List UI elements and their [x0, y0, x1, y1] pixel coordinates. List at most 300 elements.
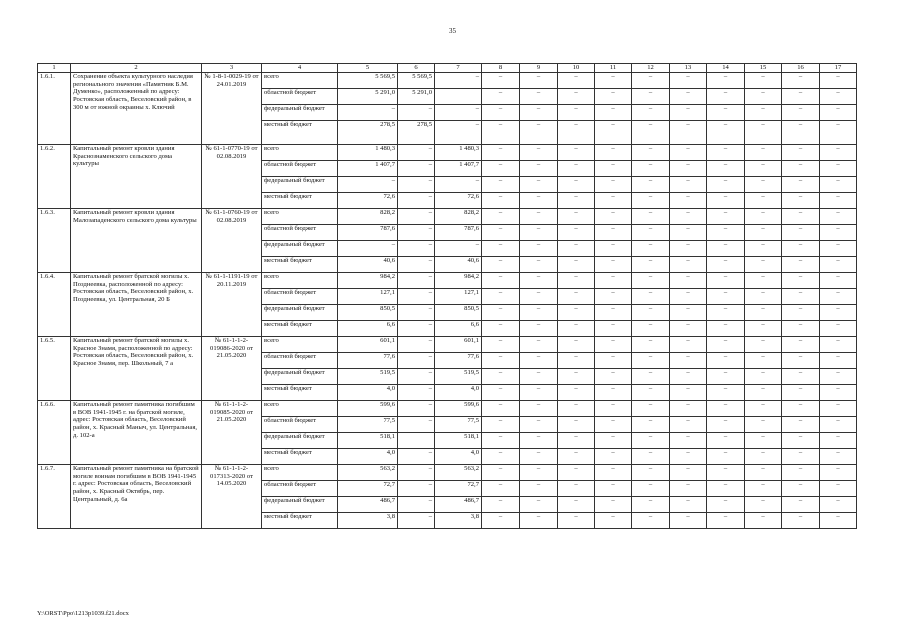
value-col-12: – — [632, 353, 670, 369]
value-col-6: – — [398, 401, 435, 417]
value-col-9: – — [520, 161, 558, 177]
item-name: Капитальный ремонт братской могилы х. Позднеевка, расположенной по адресу: Ростовская область, Веселовский район, х. Позднеевка, ул. Центральная, 20 Б — [71, 273, 202, 337]
value-col-16: – — [782, 145, 820, 161]
value-col-16: – — [782, 89, 820, 105]
value-col-13: – — [670, 433, 707, 449]
value-col-17: – — [820, 273, 857, 289]
value-col-17: – — [820, 513, 857, 529]
value-col-17: – — [820, 89, 857, 105]
value-col-13: – — [670, 337, 707, 353]
value-col-6: – — [398, 513, 435, 529]
column-number-17: 17 — [820, 64, 857, 73]
value-col-6: – — [398, 145, 435, 161]
column-number-8: 8 — [482, 64, 520, 73]
value-col-6: – — [398, 369, 435, 385]
value-col-15: – — [745, 145, 782, 161]
column-number-16: 16 — [782, 64, 820, 73]
value-col-10: – — [558, 465, 595, 481]
value-col-9: – — [520, 225, 558, 241]
value-col-9: – — [520, 417, 558, 433]
value-col-9: – — [520, 321, 558, 337]
value-col-7: 127,1 — [435, 289, 482, 305]
value-col-17: – — [820, 465, 857, 481]
funding-source: областной бюджет — [262, 225, 338, 241]
value-col-13: – — [670, 497, 707, 513]
value-col-16: – — [782, 353, 820, 369]
item-number: 1.6.3. — [38, 209, 71, 273]
value-col-16: – — [782, 481, 820, 497]
value-col-15: – — [745, 177, 782, 193]
value-col-10: – — [558, 121, 595, 145]
value-col-13: – — [670, 369, 707, 385]
value-col-9: – — [520, 497, 558, 513]
value-col-5: 850,5 — [338, 305, 398, 321]
funding-source: федеральный бюджет — [262, 497, 338, 513]
value-col-11: – — [595, 225, 632, 241]
value-col-12: – — [632, 145, 670, 161]
value-col-14: – — [707, 209, 745, 225]
value-col-5: 1 480,3 — [338, 145, 398, 161]
item-number: 1.6.7. — [38, 465, 71, 529]
item-document: № 61-1-0770-19 от 02.08.2019 — [202, 145, 262, 209]
value-col-16: – — [782, 401, 820, 417]
value-col-5: 40,6 — [338, 257, 398, 273]
value-col-12: – — [632, 513, 670, 529]
value-col-16: – — [782, 225, 820, 241]
value-col-12: – — [632, 273, 670, 289]
value-col-15: – — [745, 385, 782, 401]
funding-source: всего — [262, 209, 338, 225]
value-col-14: – — [707, 273, 745, 289]
value-col-8: – — [482, 273, 520, 289]
value-col-6: – — [398, 193, 435, 209]
funding-source: федеральный бюджет — [262, 305, 338, 321]
value-col-16: – — [782, 257, 820, 273]
value-col-15: – — [745, 161, 782, 177]
value-col-10: – — [558, 193, 595, 209]
value-col-7: 40,6 — [435, 257, 482, 273]
value-col-9: – — [520, 433, 558, 449]
value-col-10: – — [558, 73, 595, 89]
value-col-15: – — [745, 257, 782, 273]
value-col-8: – — [482, 417, 520, 433]
value-col-13: – — [670, 161, 707, 177]
value-col-13: – — [670, 89, 707, 105]
value-col-6: – — [398, 417, 435, 433]
value-col-5: 984,2 — [338, 273, 398, 289]
value-col-7: 6,6 — [435, 321, 482, 337]
value-col-9: – — [520, 513, 558, 529]
value-col-17: – — [820, 225, 857, 241]
value-col-15: – — [745, 121, 782, 145]
table-row — [38, 401, 857, 417]
value-col-8: – — [482, 105, 520, 121]
value-col-5: 5 291,0 — [338, 89, 398, 105]
value-col-13: – — [670, 257, 707, 273]
value-col-15: – — [745, 513, 782, 529]
value-col-17: – — [820, 257, 857, 273]
value-col-7: 72,7 — [435, 481, 482, 497]
value-col-9: – — [520, 401, 558, 417]
value-col-6: – — [398, 225, 435, 241]
value-col-8: – — [482, 385, 520, 401]
item-document: № 61-1-1-2-019085-2020 от 21.05.2020 — [202, 401, 262, 465]
value-col-8: – — [482, 121, 520, 145]
value-col-8: – — [482, 401, 520, 417]
value-col-15: – — [745, 465, 782, 481]
value-col-17: – — [820, 177, 857, 193]
value-col-10: – — [558, 241, 595, 257]
value-col-7: 486,7 — [435, 497, 482, 513]
value-col-5: 1 407,7 — [338, 161, 398, 177]
value-col-15: – — [745, 305, 782, 321]
value-col-11: – — [595, 241, 632, 257]
value-col-12: – — [632, 417, 670, 433]
value-col-7: – — [435, 105, 482, 121]
value-col-13: – — [670, 241, 707, 257]
value-col-9: – — [520, 385, 558, 401]
value-col-15: – — [745, 105, 782, 121]
value-col-6: – — [398, 241, 435, 257]
value-col-17: – — [820, 105, 857, 121]
value-col-14: – — [707, 433, 745, 449]
value-col-8: – — [482, 305, 520, 321]
column-number-14: 14 — [707, 64, 745, 73]
value-col-12: – — [632, 481, 670, 497]
column-number-header — [38, 64, 857, 73]
value-col-14: – — [707, 369, 745, 385]
value-col-7: – — [435, 241, 482, 257]
value-col-9: – — [520, 369, 558, 385]
value-col-8: – — [482, 337, 520, 353]
value-col-8: – — [482, 433, 520, 449]
value-col-8: – — [482, 209, 520, 225]
funding-source: всего — [262, 337, 338, 353]
value-col-11: – — [595, 161, 632, 177]
funding-source: федеральный бюджет — [262, 105, 338, 121]
funding-source: всего — [262, 73, 338, 89]
value-col-6: – — [398, 321, 435, 337]
value-col-15: – — [745, 273, 782, 289]
value-col-5: 77,5 — [338, 417, 398, 433]
value-col-8: – — [482, 369, 520, 385]
value-col-6: 5 569,5 — [398, 73, 435, 89]
value-col-17: – — [820, 353, 857, 369]
value-col-7: 77,6 — [435, 353, 482, 369]
value-col-15: – — [745, 89, 782, 105]
value-col-8: – — [482, 161, 520, 177]
value-col-14: – — [707, 161, 745, 177]
value-col-15: – — [745, 321, 782, 337]
funding-source: местный бюджет — [262, 193, 338, 209]
value-col-9: – — [520, 257, 558, 273]
value-col-9: – — [520, 241, 558, 257]
item-name: Капитальный ремонт памятника на братской могиле воинам погибшим в ВОВ 1941-1945 г. адрес: Ростовская область, Веселовский район, х. Красный Октябрь, пер. Центральный, д. 6а — [71, 465, 202, 529]
item-name: Капитальный ремонт кровли здания Краснознаменского сельского дома культуры — [71, 145, 202, 209]
funding-source: областной бюджет — [262, 481, 338, 497]
value-col-9: – — [520, 89, 558, 105]
value-col-15: – — [745, 369, 782, 385]
value-col-11: – — [595, 337, 632, 353]
value-col-16: – — [782, 177, 820, 193]
value-col-8: – — [482, 193, 520, 209]
value-col-10: – — [558, 89, 595, 105]
value-col-5: 77,6 — [338, 353, 398, 369]
table-row — [38, 209, 857, 225]
value-col-8: – — [482, 289, 520, 305]
value-col-11: – — [595, 513, 632, 529]
value-col-10: – — [558, 497, 595, 513]
value-col-15: – — [745, 481, 782, 497]
table-row — [38, 73, 857, 89]
value-col-14: – — [707, 145, 745, 161]
value-col-16: – — [782, 193, 820, 209]
funding-source: всего — [262, 465, 338, 481]
value-col-11: – — [595, 305, 632, 321]
value-col-16: – — [782, 121, 820, 145]
value-col-8: – — [482, 177, 520, 193]
value-col-9: – — [520, 177, 558, 193]
value-col-7: 1 480,3 — [435, 145, 482, 161]
value-col-12: – — [632, 433, 670, 449]
value-col-7 — [435, 89, 482, 105]
value-col-13: – — [670, 177, 707, 193]
value-col-12: – — [632, 465, 670, 481]
value-col-14: – — [707, 401, 745, 417]
funding-source: местный бюджет — [262, 121, 338, 145]
value-col-13: – — [670, 193, 707, 209]
value-col-17: – — [820, 241, 857, 257]
item-name: Капитальный ремонт братской могилы х. Красное Знамя, расположенной по адресу: Ростовская область, Веселовский район, х. Красное Знамя, пер. Школьный, 7 а — [71, 337, 202, 401]
budget-table — [37, 63, 857, 529]
value-col-11: – — [595, 289, 632, 305]
value-col-9: – — [520, 337, 558, 353]
value-col-9: – — [520, 353, 558, 369]
value-col-17: – — [820, 321, 857, 337]
value-col-16: – — [782, 73, 820, 89]
value-col-6: – — [398, 257, 435, 273]
value-col-12: – — [632, 449, 670, 465]
value-col-9: – — [520, 449, 558, 465]
funding-source: местный бюджет — [262, 385, 338, 401]
value-col-15: – — [745, 417, 782, 433]
value-col-7: – — [435, 177, 482, 193]
value-col-11: – — [595, 105, 632, 121]
value-col-8: – — [482, 449, 520, 465]
value-col-14: – — [707, 417, 745, 433]
value-col-14: – — [707, 257, 745, 273]
value-col-13: – — [670, 121, 707, 145]
value-col-12: – — [632, 369, 670, 385]
value-col-7: 77,5 — [435, 417, 482, 433]
value-col-7: 518,1 — [435, 433, 482, 449]
value-col-10: – — [558, 417, 595, 433]
value-col-9: – — [520, 105, 558, 121]
value-col-6: – — [398, 273, 435, 289]
value-col-15: – — [745, 73, 782, 89]
value-col-7: 828,2 — [435, 209, 482, 225]
value-col-11: – — [595, 177, 632, 193]
value-col-17: – — [820, 161, 857, 177]
item-document: № 1-8-1-0029-19 от 24.01.2019 — [202, 73, 262, 145]
value-col-6: – — [398, 161, 435, 177]
value-col-10: – — [558, 273, 595, 289]
value-col-5: 5 569,5 — [338, 73, 398, 89]
funding-source: федеральный бюджет — [262, 433, 338, 449]
item-name: Капитальный ремонт кровли здания Малозападенского сельского дома культуры — [71, 209, 202, 273]
value-col-17: – — [820, 417, 857, 433]
value-col-10: – — [558, 369, 595, 385]
value-col-11: – — [595, 353, 632, 369]
value-col-17: – — [820, 369, 857, 385]
file-path-footer: Y:\ORST\Ppo\1213p1039.f21.docx — [37, 610, 129, 617]
value-col-10: – — [558, 289, 595, 305]
page-number: 35 — [449, 27, 456, 35]
item-document: № 61-1-1-2-019086-2020 от 21.05.2020 — [202, 337, 262, 401]
value-col-10: – — [558, 353, 595, 369]
value-col-16: – — [782, 417, 820, 433]
value-col-12: – — [632, 73, 670, 89]
value-col-8: – — [482, 321, 520, 337]
column-number-3: 3 — [202, 64, 262, 73]
value-col-10: – — [558, 337, 595, 353]
value-col-10: – — [558, 145, 595, 161]
value-col-11: – — [595, 369, 632, 385]
value-col-17: – — [820, 385, 857, 401]
funding-source: областной бюджет — [262, 161, 338, 177]
value-col-17: – — [820, 145, 857, 161]
value-col-16: – — [782, 369, 820, 385]
value-col-5: 4,0 — [338, 449, 398, 465]
value-col-5: 72,6 — [338, 193, 398, 209]
value-col-11: – — [595, 193, 632, 209]
value-col-15: – — [745, 497, 782, 513]
value-col-6: – — [398, 289, 435, 305]
column-number-2: 2 — [71, 64, 202, 73]
value-col-6: 5 291,0 — [398, 89, 435, 105]
value-col-11: – — [595, 257, 632, 273]
value-col-15: – — [745, 353, 782, 369]
value-col-5: 4,0 — [338, 385, 398, 401]
item-document: № 61-1-0760-19 от 02.08.2019 — [202, 209, 262, 273]
value-col-7: 787,6 — [435, 225, 482, 241]
value-col-5: – — [338, 241, 398, 257]
item-document: № 61-1-1191-19 от 20.11.2019 — [202, 273, 262, 337]
value-col-9: – — [520, 121, 558, 145]
value-col-10: – — [558, 225, 595, 241]
value-col-5: 3,8 — [338, 513, 398, 529]
value-col-10: – — [558, 305, 595, 321]
value-col-16: – — [782, 105, 820, 121]
value-col-14: – — [707, 337, 745, 353]
value-col-7: – — [435, 121, 482, 145]
funding-source: областной бюджет — [262, 353, 338, 369]
value-col-11: – — [595, 481, 632, 497]
value-col-7: 72,6 — [435, 193, 482, 209]
value-col-9: – — [520, 273, 558, 289]
value-col-5: 519,5 — [338, 369, 398, 385]
value-col-9: – — [520, 289, 558, 305]
value-col-11: – — [595, 89, 632, 105]
value-col-17: – — [820, 121, 857, 145]
value-col-8: – — [482, 73, 520, 89]
value-col-5: 278,5 — [338, 121, 398, 145]
value-col-6: – — [398, 337, 435, 353]
funding-source: областной бюджет — [262, 289, 338, 305]
funding-source: федеральный бюджет — [262, 177, 338, 193]
value-col-7: 4,0 — [435, 385, 482, 401]
table-body — [38, 73, 857, 529]
funding-source: местный бюджет — [262, 449, 338, 465]
value-col-12: – — [632, 305, 670, 321]
item-number: 1.6.6. — [38, 401, 71, 465]
funding-source: местный бюджет — [262, 513, 338, 529]
value-col-6: – — [398, 449, 435, 465]
value-col-6: – — [398, 481, 435, 497]
value-col-16: – — [782, 273, 820, 289]
value-col-12: – — [632, 497, 670, 513]
value-col-9: – — [520, 145, 558, 161]
item-number: 1.6.1. — [38, 73, 71, 145]
value-col-12: – — [632, 225, 670, 241]
value-col-16: – — [782, 497, 820, 513]
value-col-5: 601,1 — [338, 337, 398, 353]
value-col-11: – — [595, 449, 632, 465]
value-col-12: – — [632, 209, 670, 225]
value-col-8: – — [482, 145, 520, 161]
value-col-13: – — [670, 305, 707, 321]
funding-source: областной бюджет — [262, 89, 338, 105]
value-col-13: – — [670, 289, 707, 305]
value-col-13: – — [670, 417, 707, 433]
value-col-12: – — [632, 105, 670, 121]
value-col-14: – — [707, 497, 745, 513]
value-col-14: – — [707, 193, 745, 209]
value-col-17: – — [820, 401, 857, 417]
value-col-15: – — [745, 433, 782, 449]
value-col-5: 599,6 — [338, 401, 398, 417]
value-col-7: 984,2 — [435, 273, 482, 289]
column-number-12: 12 — [632, 64, 670, 73]
value-col-11: – — [595, 401, 632, 417]
value-col-5: 787,6 — [338, 225, 398, 241]
value-col-11: – — [595, 433, 632, 449]
value-col-10: – — [558, 321, 595, 337]
value-col-13: – — [670, 105, 707, 121]
value-col-17: – — [820, 305, 857, 321]
value-col-10: – — [558, 105, 595, 121]
value-col-13: – — [670, 401, 707, 417]
value-col-11: – — [595, 273, 632, 289]
value-col-5: 828,2 — [338, 209, 398, 225]
column-number-4: 4 — [262, 64, 338, 73]
value-col-6: – — [398, 353, 435, 369]
value-col-13: – — [670, 513, 707, 529]
value-col-10: – — [558, 177, 595, 193]
value-col-16: – — [782, 513, 820, 529]
value-col-13: – — [670, 225, 707, 241]
value-col-5: 6,6 — [338, 321, 398, 337]
column-number-7: 7 — [435, 64, 482, 73]
value-col-7: 599,6 — [435, 401, 482, 417]
value-col-13: – — [670, 385, 707, 401]
value-col-12: – — [632, 241, 670, 257]
value-col-7: 850,5 — [435, 305, 482, 321]
value-col-6: 278,5 — [398, 121, 435, 145]
value-col-8: – — [482, 465, 520, 481]
value-col-6: – — [398, 105, 435, 121]
value-col-7: – — [435, 73, 482, 89]
